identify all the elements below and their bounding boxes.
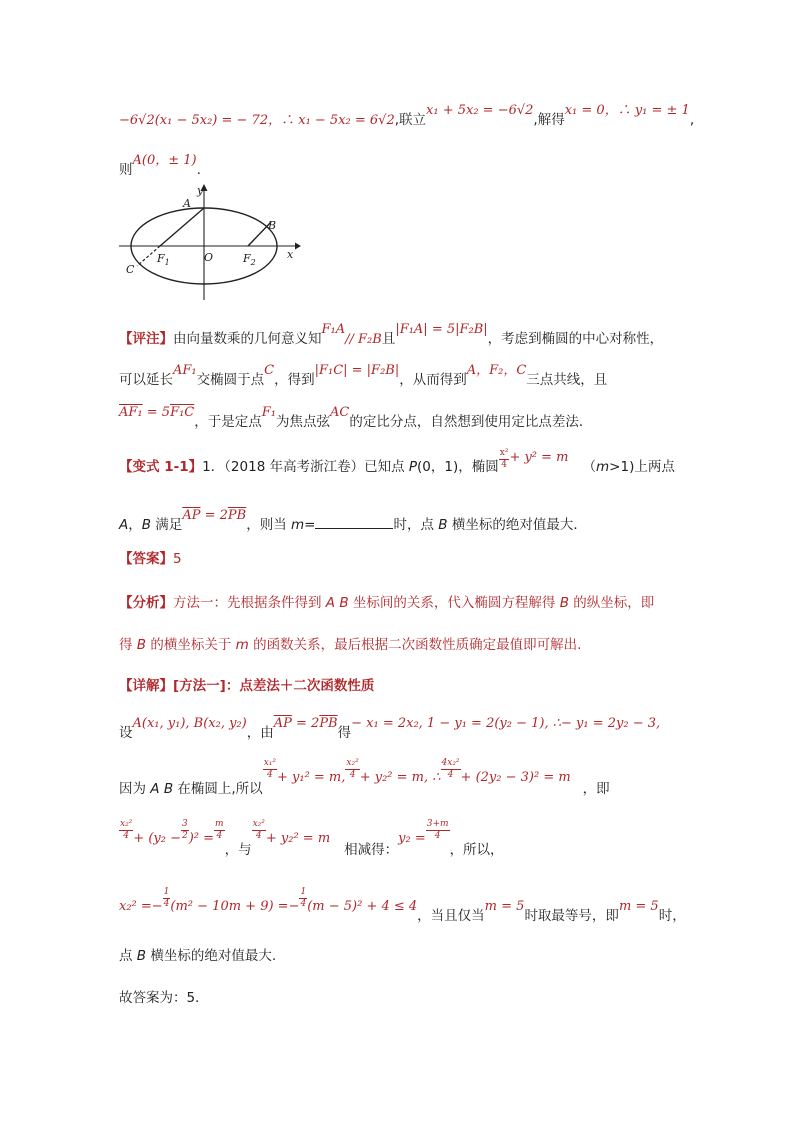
text: A B xyxy=(150,781,174,797)
text: (0，1)，椭圆 xyxy=(417,459,499,475)
text: 时取最等号，即 xyxy=(524,908,619,924)
equation: $\frac{\text{x₁²}}{4}$ + y₁² = m, $\frac{\text{x₂²}}{4}$ + y₂² = m, ∴ $\frac{\text{4x₂²}}{4}$ + (2y₂ − 3)² = m xyxy=(263,758,571,785)
analysis-tag: 【分析】 xyxy=(119,595,173,611)
comment-line-1 xyxy=(119,322,664,347)
text: ，则当 xyxy=(246,517,291,533)
text: A B xyxy=(325,595,349,611)
analysis-line-2 xyxy=(119,633,581,653)
text: 满足 xyxy=(151,517,183,533)
variant-tag: 【变式 1-1】 xyxy=(119,459,203,475)
equation: $\frac{\text{x₂²}}{4}$ + y₂² = m xyxy=(252,819,331,846)
text: ，由 xyxy=(246,725,274,741)
text: 点 xyxy=(119,948,137,964)
text: . xyxy=(196,162,201,178)
text: ，即 xyxy=(582,781,610,797)
text: ,解得 xyxy=(533,112,565,128)
detail-line-3 xyxy=(119,819,504,861)
text: B xyxy=(438,517,448,533)
equation: $\frac{\text{x²}}{4}$ + y² = m xyxy=(499,448,569,470)
text: 则 xyxy=(119,162,133,178)
equation: |F₁C| = |F₂B| xyxy=(314,363,400,378)
detail-line-4 xyxy=(119,887,686,927)
text: ，考虑到椭圆的中心对称性， xyxy=(487,331,664,347)
detail-line-1 xyxy=(119,716,661,741)
equation: x₁ + 5x₂ = −6√2 xyxy=(426,103,534,118)
text: 坐标间的关系，代入椭圆方程解得 xyxy=(348,595,560,611)
text: 方法一：先根据条件得到 xyxy=(173,595,326,611)
equation: x₂² =− $\frac{1}{4}$ (m² − 10m + 9) =− $\frac{1}{4}$ (m − 5)² + 4 ≤ 4 xyxy=(119,887,418,914)
text: 得 xyxy=(119,637,137,653)
text: m xyxy=(291,517,305,533)
figure-label-x: x xyxy=(287,248,294,261)
comment-line-3 xyxy=(119,405,593,430)
figure-label-y: y xyxy=(197,184,204,197)
text: B xyxy=(141,517,152,533)
text: ，从而得到 xyxy=(399,372,467,388)
figure-label-f1: $F_1$ xyxy=(157,252,170,267)
text: 时，点 xyxy=(393,517,439,533)
text: ，于是定点 xyxy=(194,414,262,430)
equation: $\overline{AP} = 2\overline{PB}$ xyxy=(182,508,247,523)
equation: $\frac{\text{x₂²}}{4}$ + (y₂ − $\frac{3}{2}$ )² = $\frac{m}{4}$ xyxy=(120,819,224,846)
equation: x₁ = 0，∴ y₁ = ± 1 xyxy=(564,103,690,118)
text: 且 xyxy=(381,331,396,347)
text: 的横坐标关于 xyxy=(146,637,236,653)
text: B xyxy=(136,948,147,964)
solution-line-1 xyxy=(119,103,695,128)
comment-tag: 【评注】 xyxy=(119,331,173,347)
comment-line-2 xyxy=(119,363,608,388)
variant-line-2 xyxy=(119,508,587,533)
figure-label-b: B xyxy=(268,219,277,232)
text: B xyxy=(559,595,569,611)
text: 的定比分点，自然想到使用定比点差法． xyxy=(349,414,593,430)
equation: F₁A xyxy=(321,322,346,337)
equation: y₂ = $\frac{3+m}{4}$ xyxy=(398,819,449,846)
figure-label-c: C xyxy=(126,263,135,276)
equation: C xyxy=(264,363,275,378)
equation: − x₁ = 2x₂, 1 − y₁ = 2(y₂ − 1), ∴− y₁ = 2y₂ − 3, xyxy=(351,716,661,731)
text: 横坐标的绝对值最大． xyxy=(447,517,587,533)
text: ，当且仅当 xyxy=(417,908,485,924)
figure-label-f2: $F_2$ xyxy=(243,252,256,267)
text: 因为 xyxy=(119,781,151,797)
detail-heading xyxy=(119,674,374,694)
detail-tag: 【详解】[方法一]：点差法＋二次函数性质 xyxy=(119,678,375,694)
detail-line-6 xyxy=(119,986,209,1006)
equation: A(x₁, y₁), B(x₂, y₂) xyxy=(132,716,247,731)
equation: F₁ xyxy=(261,405,276,420)
variant-line-1 xyxy=(119,448,675,478)
equation: A，F₂，C xyxy=(466,363,527,378)
text: >1)上两点 xyxy=(609,459,675,475)
equation: |F₁A| = 5|F₂B| xyxy=(395,322,488,337)
text: 三点共线，且 xyxy=(526,372,608,388)
text: = xyxy=(304,517,316,533)
solution-line-2 xyxy=(119,153,201,178)
detail-line-2 xyxy=(119,758,610,800)
equation: m = 5 xyxy=(618,899,659,914)
text: 的函数关系，最后根据二次函数性质确定最值即可解出. xyxy=(248,637,582,653)
text: 设 xyxy=(119,725,133,741)
text: 为焦点弦 xyxy=(275,414,330,430)
text: ，得到 xyxy=(274,372,315,388)
answer-line xyxy=(119,547,182,567)
equation: −6√2(x₁ − 5x₂) = − 72，∴ x₁ − 5x₂ = 6√2 xyxy=(119,113,395,128)
equation: AF₁ = 5F₁C xyxy=(119,405,195,420)
equation: AC xyxy=(329,405,350,420)
text: B xyxy=(136,637,147,653)
text: 1．（2018 年高考浙江卷）已知点 xyxy=(202,459,409,475)
detail-line-5 xyxy=(119,944,276,964)
figure-label-a: A xyxy=(183,197,191,210)
equation: m = 5 xyxy=(484,899,525,914)
text: m xyxy=(235,637,249,653)
text: 时， xyxy=(658,908,686,924)
text: 在椭圆上,所以 xyxy=(173,781,263,797)
text: ,联立 xyxy=(394,112,427,128)
text: （ xyxy=(582,459,597,475)
text: 相减得： xyxy=(344,842,399,858)
text: 的纵坐标，即 xyxy=(568,595,655,611)
equation: $\overline{AP} = 2\overline{PB}$ xyxy=(273,716,338,731)
text: 交椭圆于点 xyxy=(196,372,265,388)
answer-value: 5 xyxy=(173,551,182,567)
equation: A(0，± 1) xyxy=(132,153,197,168)
text: A xyxy=(119,517,129,533)
text: ，所以， xyxy=(449,842,504,858)
analysis-line-1 xyxy=(119,591,654,611)
text: ，与 xyxy=(224,842,252,858)
text: m xyxy=(596,459,610,475)
figure-label-o: O xyxy=(204,251,214,264)
text: 故答案为：5． xyxy=(119,990,209,1006)
text: ， xyxy=(128,517,142,533)
text: 由向量数乘的几何意义知 xyxy=(173,331,322,347)
text: 得 xyxy=(337,725,352,741)
text: P xyxy=(408,459,418,475)
text: 横坐标的绝对值最大. xyxy=(146,948,277,964)
text: 可以延长 xyxy=(119,372,173,388)
ellipse-figure xyxy=(119,180,309,300)
answer-blank xyxy=(315,516,393,529)
answer-tag: 【答案】 xyxy=(119,551,173,567)
equation: AF₁ xyxy=(173,363,197,378)
text: , xyxy=(689,112,695,128)
equation: // F₂B xyxy=(345,332,382,347)
